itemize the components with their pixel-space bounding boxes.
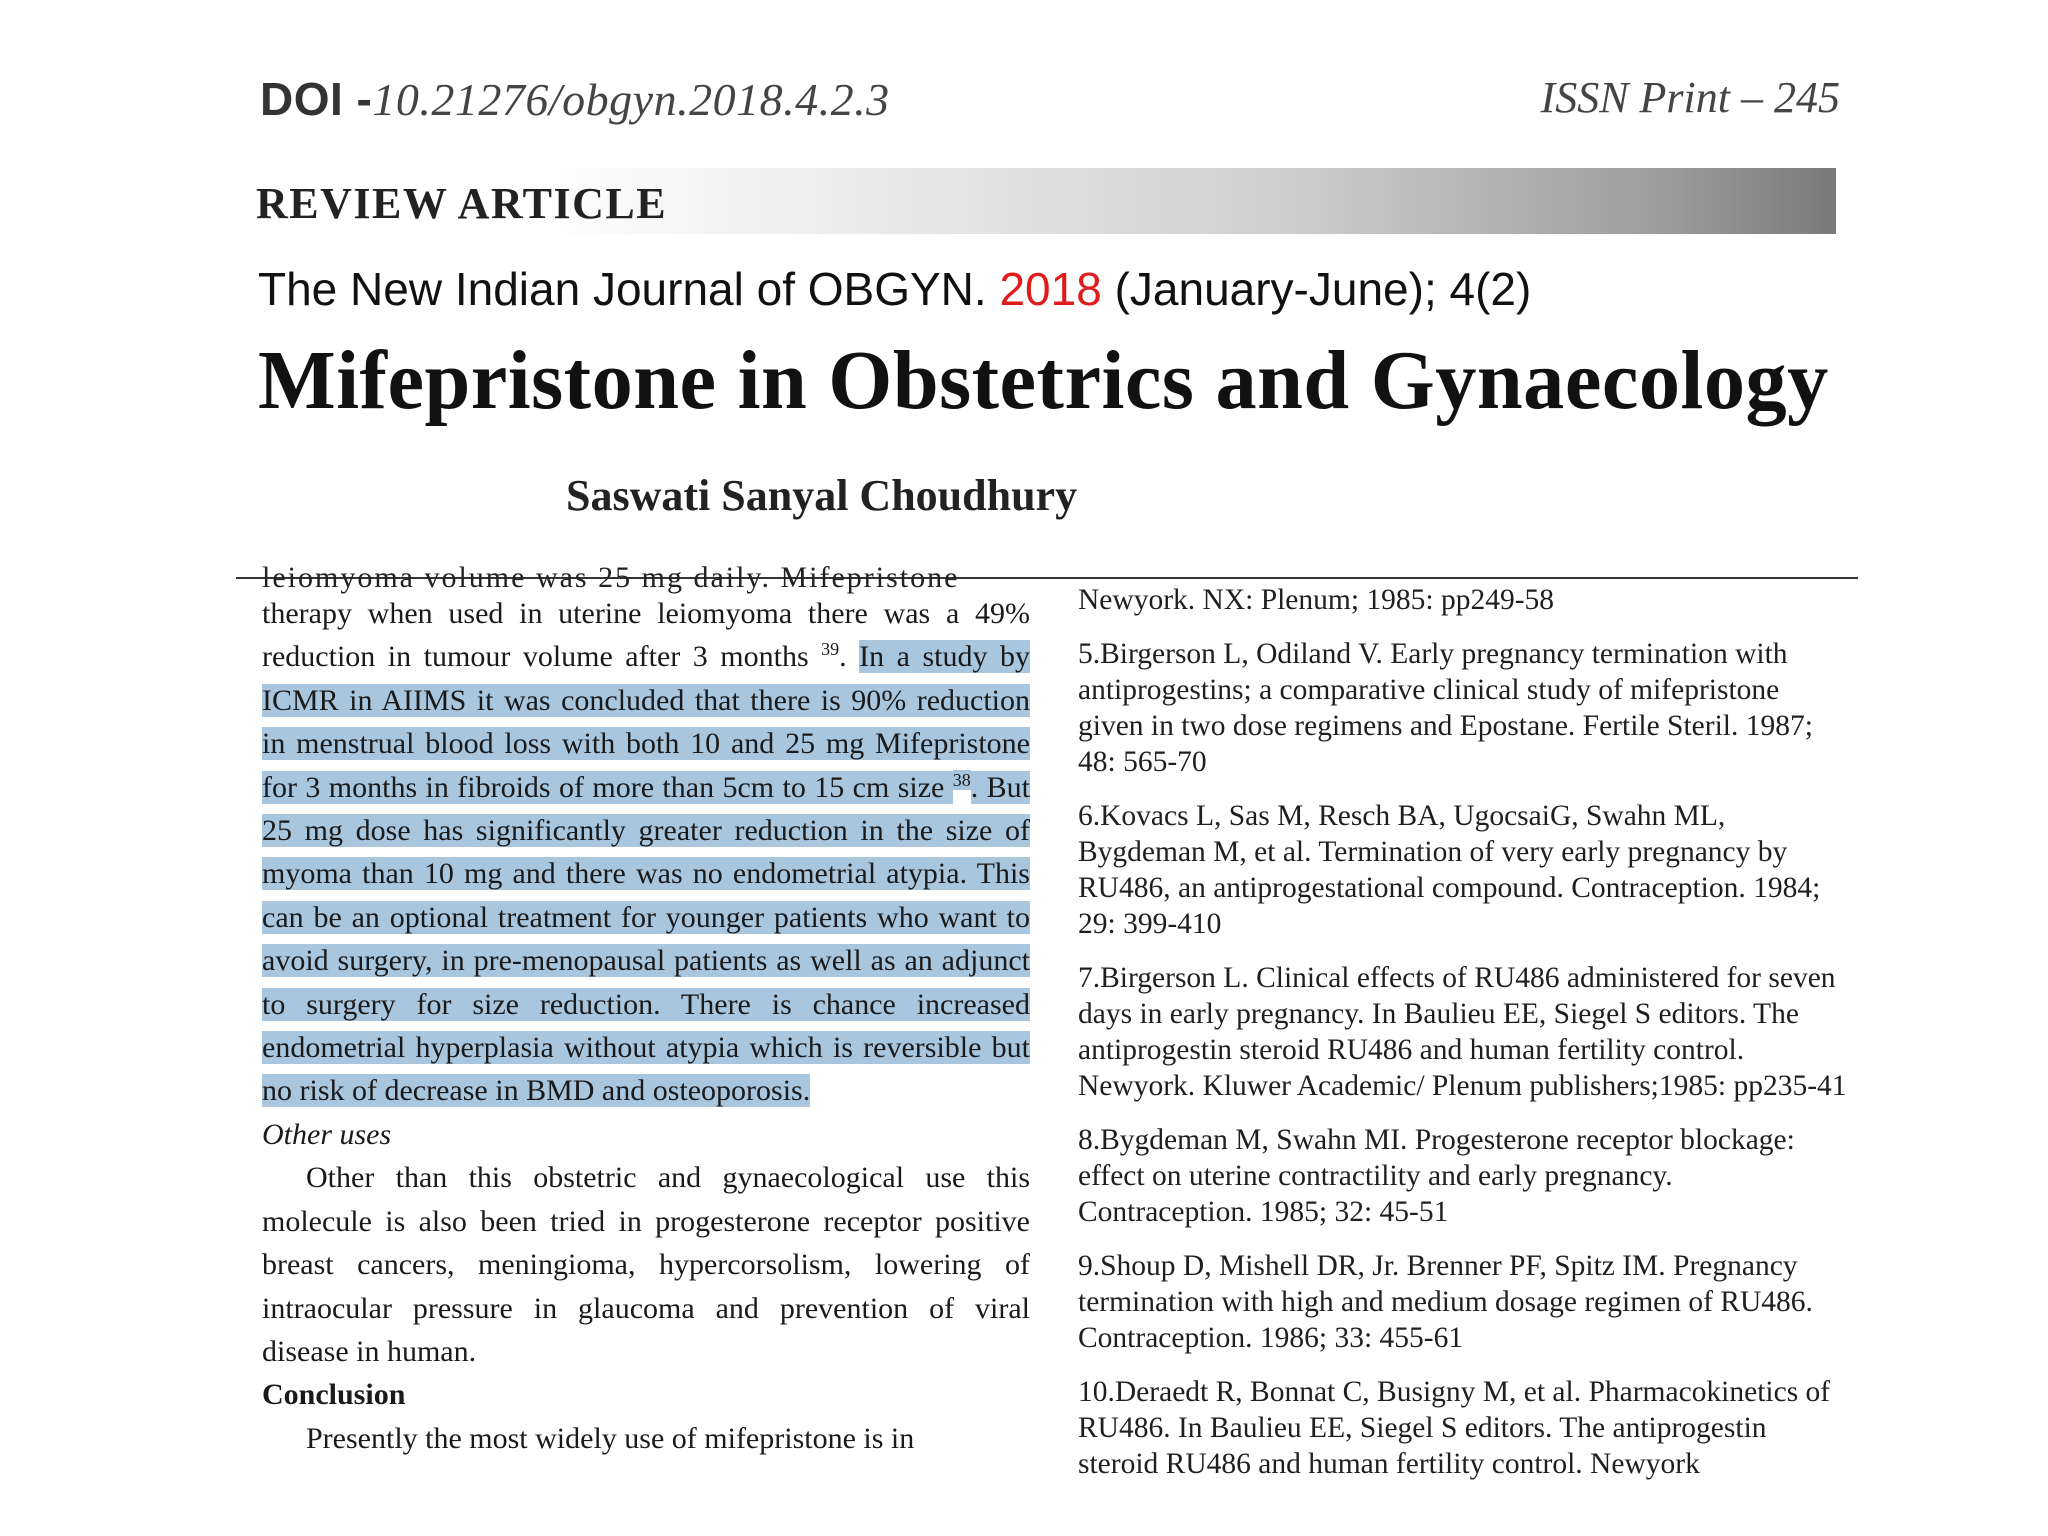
journal-citation [258,262,1531,316]
highlighted-text: In a study by ICMR in AIIMS it was concluded that there is 90% reduction in menstrual blood loss with both 10 and 25 mg Mifepristone for 3 months in fibroids of more than 5cm to 15 cm size [262,640,1031,804]
journal-issue: (January-June); 4(2) [1101,263,1532,315]
reference-item: Newyork. NX: Plenum; 1985: pp249-58 [1078,584,1555,616]
references-column [1078,580,1848,1500]
reference-item: 8.Bygdeman M, Swahn MI. Progesterone receptor blockage: effect on uterine contractility and early pregnancy. Contraception. 1985; 32: 45-51 [1078,1124,1795,1228]
other-uses-heading: Other uses [262,1117,392,1151]
reference-item: 6.Kovacs L, Sas M, Resch BA, UgocsaiG, Swahn ML, Bygdeman M, et al. Termination of very early pregnancy by RU486, an antiprogestational compound. Contraception. 1984; 29: 399-410 [1078,800,1821,940]
journal-name: The New Indian Journal of OBGYN. [258,263,1000,315]
clipped-text-line: leiomyoma volume was 25 mg daily. Mifepristone [262,561,960,594]
left-column [262,561,1031,1460]
article-title: Mifepristone in Obstetrics and Gynaecology [258,334,1829,427]
doi-prefix: DOI - [260,73,373,125]
leiomyoma-paragraph [262,592,1030,1113]
reference-item: 10.Deraedt R, Bonnat C, Busigny M, et al. Pharmacokinetics of RU486. In Baulieu EE, Siegel S editors. The antiprogestin steroid RU486 and human fertility control. Newyork [1078,1376,1831,1480]
doi-line [260,72,890,126]
citation-38: 38 [952,769,971,790]
journal-year: 2018 [999,263,1102,315]
issn-label: ISSN Print – 245 [1540,73,1840,122]
review-article-banner [250,168,1836,234]
review-article-label: REVIEW ARTICLE [256,179,668,228]
paragraph-text: therapy when used in uterine leiomyoma there was a 49% reduction in tumour volume after 3 months [262,597,1030,674]
reference-item: 9.Shoup D, Mishell DR, Jr. Brenner PF, Spitz IM. Pregnancy termination with high and medium dosage regimen of RU486. Contraception. 1986; 33: 455-61 [1078,1250,1813,1354]
other-uses-paragraph: Other than this obstetric and gynaecological use this molecule is also been tried in progesterone receptor positive breast cancers, meningioma, hypercorsolism, lowering of intraocular pressure in glaucoma and prevention of viral disease in human. [262,1161,1030,1368]
doi-value: 10.21276/obgyn.2018.4.2.3 [372,74,890,125]
highlighted-text: . But 25 mg dose has significantly greater reduction in the size of myoma than 10 mg and there was no endometrial atypia. This can be an optional treatment for younger patients who want to avoid surgery, in pre-menopausal patients as well as an adjunct to surgery for size reduction. There is chance increased endometrial hyperplasia without atypia which is reversible but no risk of decrease in BMD and osteoporosis. [262,770,1030,1108]
reference-item: 7.Birgerson L. Clinical effects of RU486 administered for seven days in early pregnancy. In Baulieu EE, Siegel S editors. The antiprogestin steroid RU486 and human fertility control. Newyork. Kluwer Academic/ Plenum publishers;1985: pp235-41 [1078,962,1847,1102]
paragraph-text: . [839,640,860,674]
citation-39: 39 [821,639,840,660]
article-author: Saswati Sanyal Choudhury [566,471,1078,520]
reference-item: 5.Birgerson L, Odiland V. Early pregnancy termination with antiprogestins; a comparative clinical study of mifepristone given in two dose regimens and Epostane. Fertile Steril. 1987; 48: 565-70 [1078,638,1813,778]
page-excerpt [0,561,2048,1510]
conclusion-paragraph: Presently the most widely use of mifepristone is in [306,1421,915,1455]
conclusion-heading: Conclusion [262,1378,406,1412]
